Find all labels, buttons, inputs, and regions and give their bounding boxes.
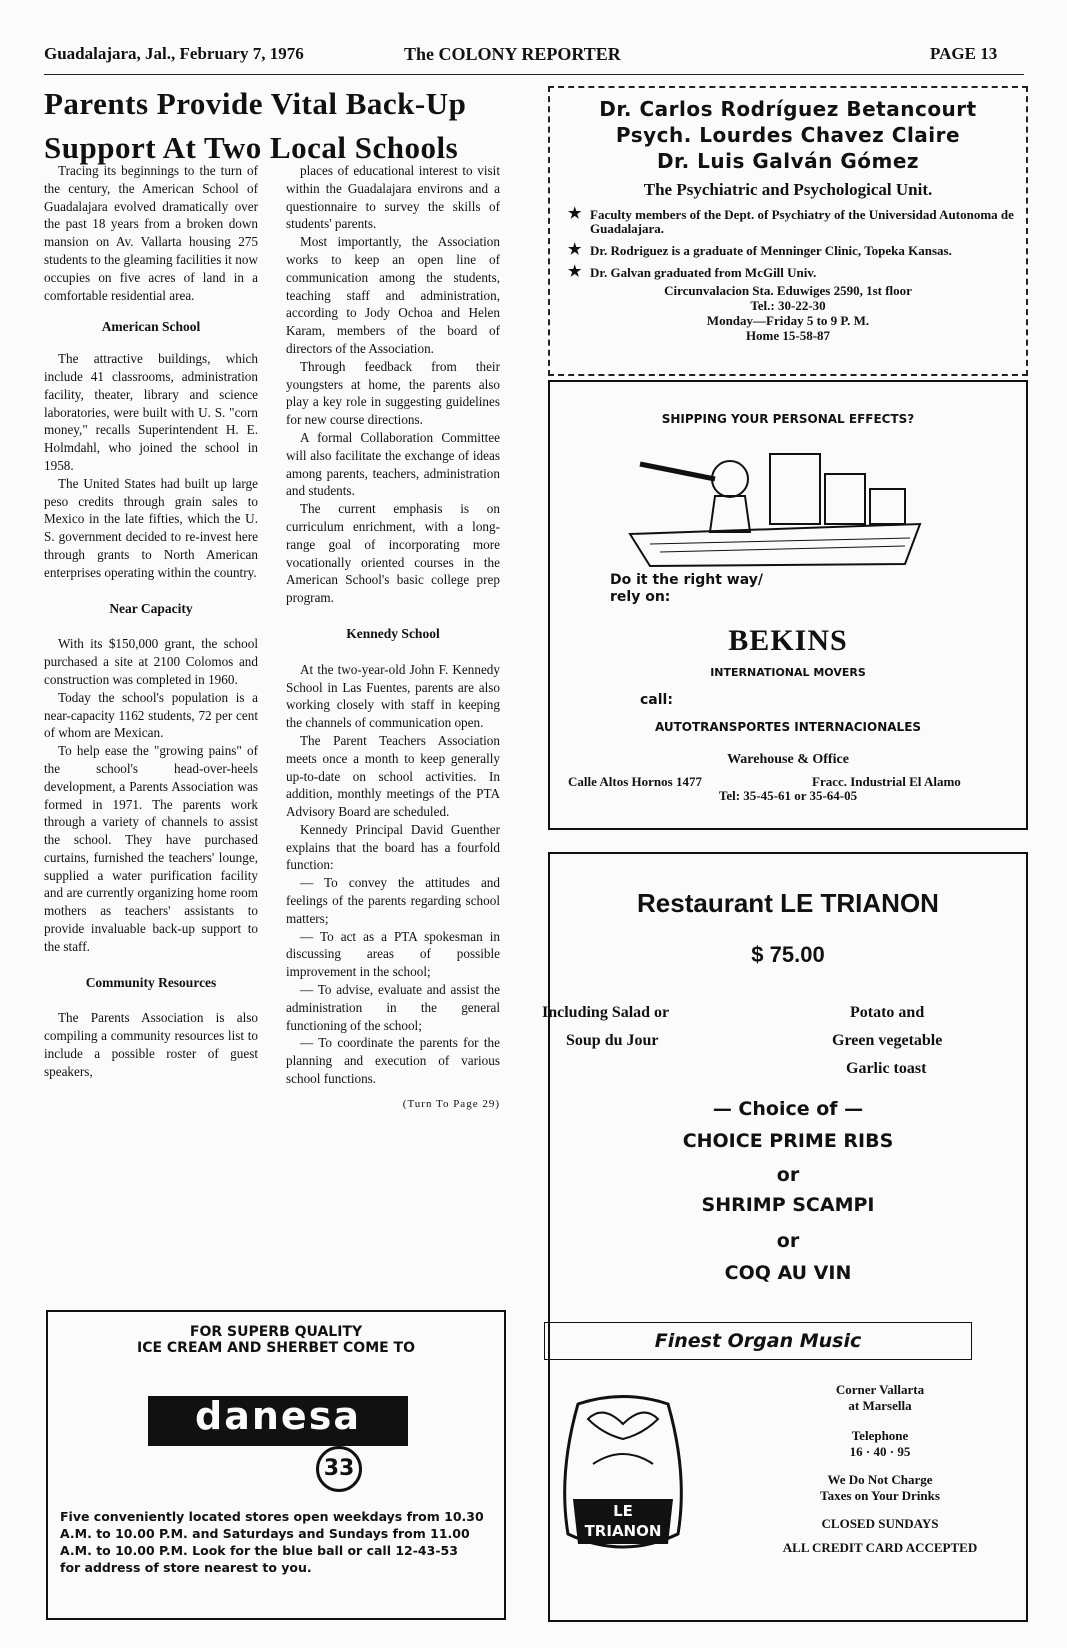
paragraph: Today the school's population is a near-capacity 1162 students, 72 per cent of whom are Mexican.	[44, 689, 258, 741]
danesa-line-2: ICE CREAM AND SHERBET COME TO	[136, 1340, 416, 1356]
paragraph: — To act as a PTA spokesman in discussing areas of possible improvement in the school;	[286, 928, 500, 980]
bekins-headline: SHIPPING YOUR PERSONAL EFFECTS?	[661, 412, 915, 426]
or-2: or	[776, 1230, 800, 1252]
includes-2: Soup du Jour	[566, 1032, 659, 1049]
organ-music-banner: Finest Organ Music	[544, 1322, 972, 1360]
bekins-tagline: Do it the right way/ rely on:	[610, 572, 763, 605]
bullet-3: ★ Dr. Galvan graduated from McGill Univ.	[568, 264, 817, 280]
paragraph: Kennedy Principal David Guenther explains that the board has a fourfold function:	[286, 821, 500, 873]
autotransportes: AUTOTRANSPORTES INTERNACIONALES	[654, 720, 922, 734]
danesa-body: Five conveniently located stores open weekdays from 10.30 A.M. to 10.00 P.M. and Saturdays and Sundays from 11.00 A.M. to 10.00 P.M. Look for the blue ball or call 12-43-53 for address of store nearest to you.	[60, 1509, 484, 1575]
doctor-name-3: Dr. Luis Galván Gómez	[656, 149, 920, 173]
doctors-home: Home 15-58-87	[745, 328, 831, 343]
bekins-fracc: Fracc. Industrial El Alamo	[812, 774, 961, 789]
paragraph: The Parents Association is also compiling a community resources list to include a possible roster of guest speakers,	[44, 1010, 258, 1079]
paragraph: The Parent Teachers Association meets once a month to keep generally up-to-date on school activities. In addition, monthly meetings of the PTA Advisory Board are scheduled.	[286, 732, 500, 820]
danesa-line-1: FOR SUPERB QUALITY	[189, 1324, 363, 1340]
paragraph: — To coordinate the parents for the planning and execution of various school functions.	[286, 1035, 500, 1087]
paper-name: The COLONY REPORTER	[404, 44, 621, 64]
paragraph: — To advise, evaluate and assist the administration in the general functioning of the school;	[286, 982, 500, 1033]
doctor-name-2: Psych. Lourdes Chavez Claire	[615, 123, 961, 147]
paragraph: The current emphasis is on curriculum enrichment, with a long-range goal of incorporating more vocationally oriented courses in the American School's basic college prep program.	[286, 501, 500, 606]
price: $ 75.00	[751, 942, 825, 967]
paragraph: A formal Collaboration Committee will also facilitate the exchange of ideas among parents, teachers, administration and students.	[286, 429, 500, 499]
doctors-ad	[548, 86, 1028, 376]
paragraph: The United States had built up large peso credits through grain sales to Mexico in the late fifties, which the U. S. government decided to re-invest here through grants to North American enterprises operating within the country.	[44, 475, 258, 580]
or-1: or	[776, 1164, 800, 1186]
bullet-1: ★ Faculty members of the Dept. of Psychiatry of the Universidad Autonoma de Guadalajara.	[568, 206, 1014, 236]
paragraph: At the two-year-old John F. Kennedy School in Las Fuentes, parents are also working closely with staff in keeping the channels of communication open.	[286, 661, 500, 731]
menu-item-3: COQ AU VIN	[724, 1262, 852, 1284]
menu-item-1: CHOICE PRIME RIBS	[682, 1130, 894, 1152]
ship-illustration	[620, 434, 930, 574]
bekins-street: Calle Altos Hornos 1477	[568, 774, 702, 789]
trianon-ad	[542, 852, 1028, 1622]
unit-name: The Psychiatric and Psychological Unit.	[643, 180, 933, 199]
bullet-2: ★ Dr. Rodriguez is a graduate of Menninger Clinic, Topeka Kansas.	[568, 242, 952, 258]
continuation-note: (Turn To Page 29)	[402, 1097, 500, 1110]
bekins-ad	[548, 380, 1028, 830]
headline	[44, 82, 524, 170]
call-label: call:	[640, 692, 673, 708]
bekins-logo: BEKINS	[728, 624, 848, 657]
bekins-subtitle: INTERNATIONAL MOVERS	[710, 666, 866, 679]
subhead-community-resources: Community Resources	[85, 974, 217, 990]
paragraph: The attractive buildings, which include 41 classrooms, administration facility, theater, library and science laboratories, were built with U. S. "corn money," recalls Superintendent H. E. Holmdahl, who joined the school in 1958.	[44, 351, 258, 473]
paragraph: To help ease the "growing pains" of the school's head-over-heels development, a Parents Association was formed in 1971. The parents work through a variety of channels to assist the school. They have purchased curtains, furnished the teachers' lounge, supplied a water purification facility and are currently organizing home room mothers as teachers' assistants to provide invaluable back-up support to the staff.	[44, 743, 258, 954]
star-icon: ★	[568, 206, 582, 222]
star-icon: ★	[568, 242, 582, 258]
header-rule	[44, 74, 1024, 75]
subhead-near-capacity: Near Capacity	[109, 600, 193, 616]
doctors-address: Circunvalacion Sta. Eduwiges 2590, 1st floor	[664, 283, 912, 298]
danesa-logo: danesa	[195, 1394, 361, 1438]
subhead-kennedy-school: Kennedy School	[346, 625, 440, 641]
doctors-hours: Monday—Friday 5 to 9 P. M.	[706, 313, 870, 328]
headline-line-1: Parents Provide Vital Back-Up	[44, 86, 467, 121]
side-1: Potato and	[850, 1004, 925, 1021]
menu-item-2: SHRIMP SCAMPI	[701, 1194, 875, 1216]
headline-line-2: Support At Two Local Schools	[44, 130, 459, 165]
paragraph: Tracing its beginnings to the turn of the century, the American School of Guadalajara evolved dramatically over the past 18 years from a broken down mansion on Av. Vallarta housing 275 students to the gleaming facilities it now occupies on five acres of land in a comfortable residential area.	[44, 163, 258, 303]
article-column-2	[286, 162, 500, 1114]
logo-text-le: LE	[613, 1502, 633, 1520]
side-3: Garlic toast	[846, 1060, 927, 1077]
paragraph: With its $150,000 grant, the school purchased a site at 2100 Colomos and construction was completed in 1960.	[44, 636, 258, 687]
paragraph: places of educational interest to visit within the Guadalajara environs and a questionnaire to survey the skills of students' parents.	[286, 163, 500, 232]
subhead-american-school: American School	[101, 319, 201, 335]
choice-label: — Choice of —	[712, 1098, 864, 1120]
paragraph: — To convey the attitudes and feelings of the parents regarding school matters;	[286, 875, 500, 926]
dateline: Guadalajara, Jal., February 7, 1976	[44, 44, 304, 63]
trianon-contact: Corner Vallarta at Marsella Telephone 16 · 40 · 95 We Do Not Charge Taxes on Your Drinks CLOSED SUNDAYS ALL CREDIT CARD ACCEPTED	[782, 1382, 978, 1555]
star-icon: ★	[568, 264, 582, 280]
side-2: Green vegetable	[832, 1032, 943, 1049]
includes-1: Including Salad or	[542, 1004, 670, 1021]
doctors-tel: Tel.: 30-22-30	[750, 298, 826, 313]
danesa-ad	[46, 1310, 506, 1620]
trianon-logo	[548, 1384, 698, 1560]
paragraph: Most importantly, the Association works to keep an open line of communication among the students, teaching staff and administration, according to Jody Ochoa and Helen Karam, members of the board of directors of the Association.	[286, 234, 500, 356]
page-number: PAGE 13	[930, 44, 998, 63]
paragraph: Through feedback from their youngsters at home, the parents also play a key role in suggesting guidelines for new course directions.	[286, 358, 500, 428]
doctor-name-1: Dr. Carlos Rodríguez Betancourt	[599, 97, 977, 121]
restaurant-title: Restaurant LE TRIANON	[637, 888, 939, 918]
logo-text-trianon: TRIANON	[584, 1522, 662, 1540]
danesa-33-badge: 33	[316, 1446, 362, 1492]
article-column-1	[44, 162, 258, 1081]
warehouse-label: Warehouse & Office	[727, 752, 849, 767]
bekins-tel: Tel: 35-45-61 or 35-64-05	[718, 788, 858, 803]
